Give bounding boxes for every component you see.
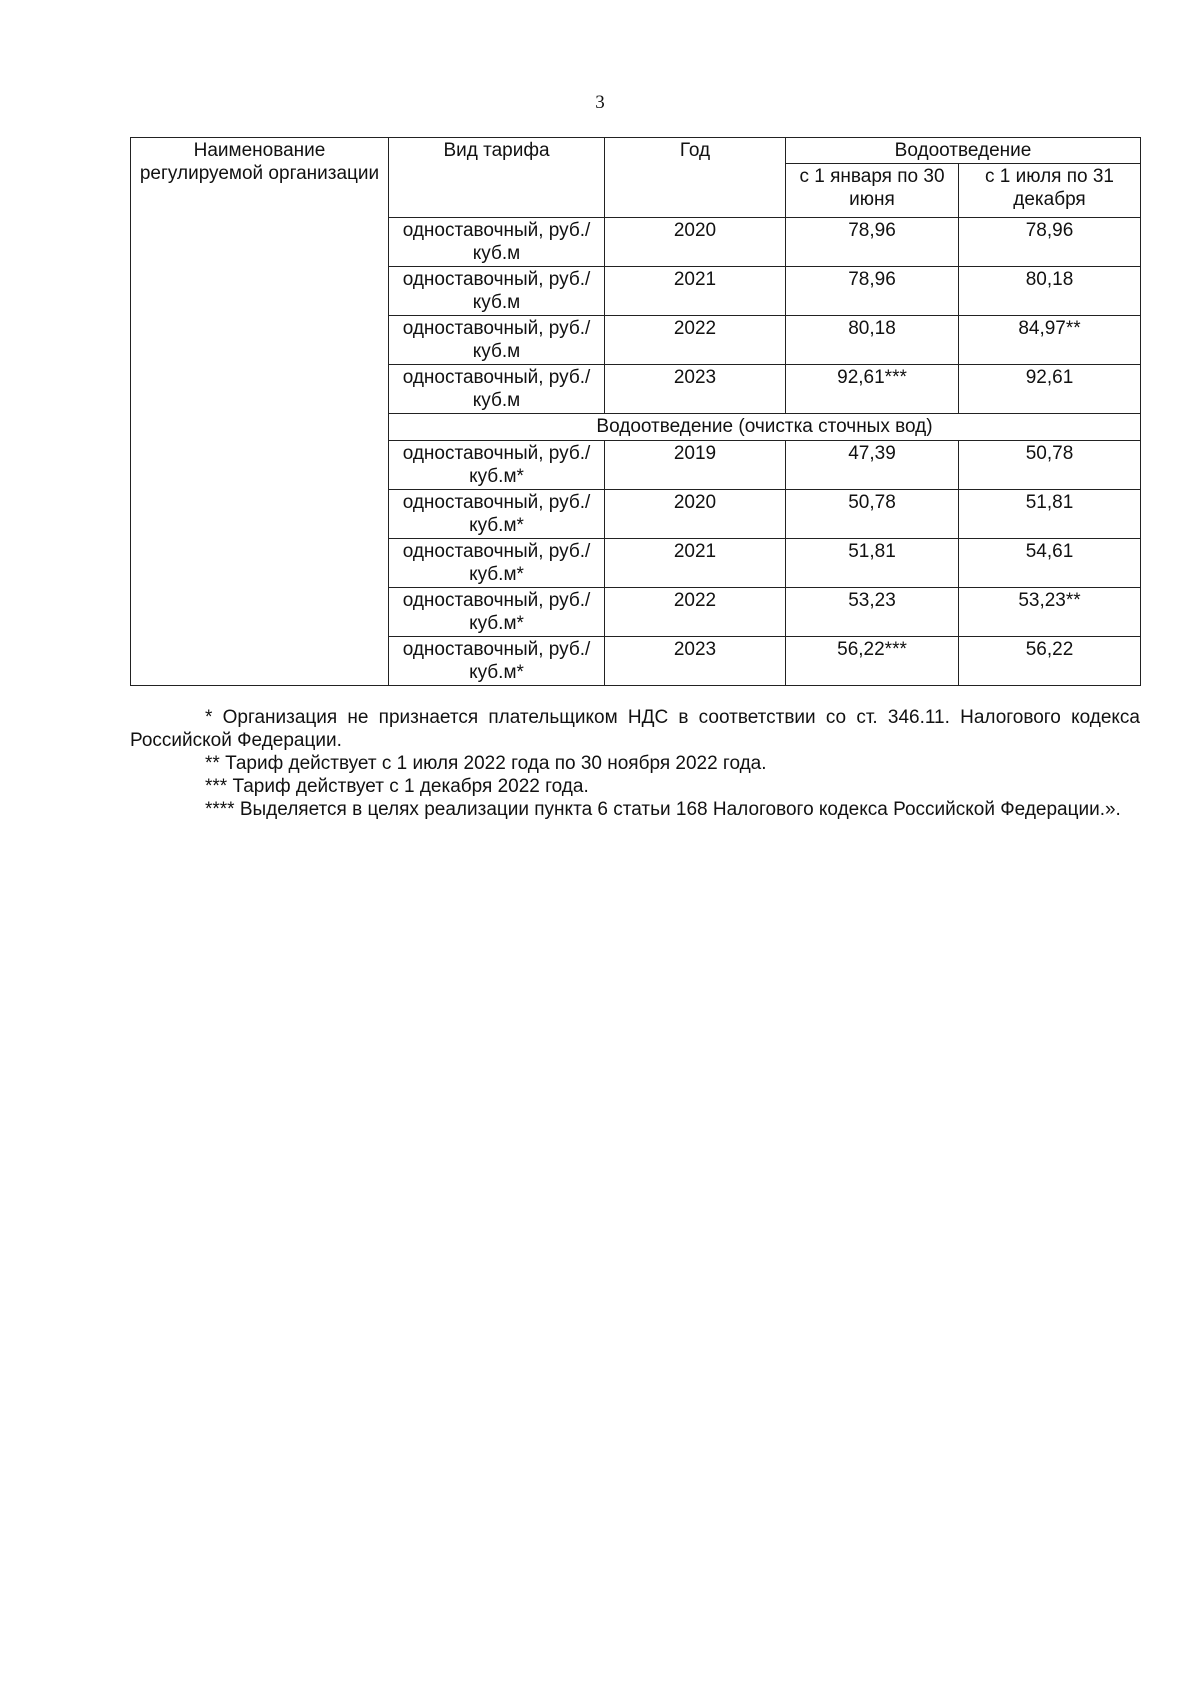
footnote-double-star: ** Тариф действует с 1 июля 2022 года по 30 ноября 2022 года.: [205, 753, 767, 774]
year-cell: 2022: [605, 316, 786, 365]
value-period-2-cell: 50,78: [959, 441, 1141, 490]
year-cell: 2023: [605, 365, 786, 414]
value-period-2-cell: 80,18: [959, 267, 1141, 316]
section-title: Водоотведение (очистка сточных вод): [389, 414, 1141, 441]
value-period-1-cell: 47,39: [786, 441, 959, 490]
tariff-type-cell: одноставочный, руб./куб.м: [389, 218, 605, 267]
header-organization: Наименование регулируемой организации: [131, 138, 389, 686]
footnote-triple-star: *** Тариф действует с 1 декабря 2022 года.: [205, 776, 589, 797]
tariff-type-cell: одноставочный, руб./куб.м*: [389, 637, 605, 686]
header-year: Год: [605, 138, 786, 218]
tariff-type-cell: одноставочный, руб./куб.м*: [389, 588, 605, 637]
value-period-2-cell: 84,97**: [959, 316, 1141, 365]
tariff-type-cell: одноставочный, руб./куб.м*: [389, 539, 605, 588]
year-cell: 2023: [605, 637, 786, 686]
value-period-1-cell: 92,61***: [786, 365, 959, 414]
value-period-1-cell: 50,78: [786, 490, 959, 539]
value-period-1-cell: 53,23: [786, 588, 959, 637]
tariff-type-cell: одноставочный, руб./куб.м*: [389, 441, 605, 490]
value-period-2-cell: 54,61: [959, 539, 1141, 588]
value-period-1-cell: 80,18: [786, 316, 959, 365]
year-cell: 2021: [605, 267, 786, 316]
year-cell: 2020: [605, 490, 786, 539]
tariff-type-cell: одноставочный, руб./куб.м: [389, 267, 605, 316]
value-period-1-cell: 56,22***: [786, 637, 959, 686]
tariff-type-cell: одноставочный, руб./куб.м: [389, 365, 605, 414]
value-period-2-cell: 78,96: [959, 218, 1141, 267]
tariff-table: [130, 137, 1141, 686]
year-cell: 2022: [605, 588, 786, 637]
header-period-2: с 1 июля по 31 декабря: [959, 164, 1141, 218]
footnote-quad-star: **** Выделяется в целях реализации пункта 6 статьи 168 Налогового кодекса Российской Федерации.».: [205, 799, 1121, 820]
value-period-1-cell: 78,96: [786, 218, 959, 267]
header-water-disposal: Водоотведение: [786, 138, 1141, 164]
value-period-2-cell: 53,23**: [959, 588, 1141, 637]
tariff-type-cell: одноставочный, руб./куб.м: [389, 316, 605, 365]
value-period-2-cell: 92,61: [959, 365, 1141, 414]
header-period-1: с 1 января по 30 июня: [786, 164, 959, 218]
year-cell: 2019: [605, 441, 786, 490]
value-period-1-cell: 51,81: [786, 539, 959, 588]
footnote-vat: * Организация не признается плательщиком НДС в соответствии со ст. 346.11. Налогового кодекса Российской Федерации.: [130, 707, 1140, 751]
value-period-1-cell: 78,96: [786, 267, 959, 316]
year-cell: 2021: [605, 539, 786, 588]
tariff-type-cell: одноставочный, руб./куб.м*: [389, 490, 605, 539]
year-cell: 2020: [605, 218, 786, 267]
page-number: 3: [595, 92, 605, 113]
value-period-2-cell: 51,81: [959, 490, 1141, 539]
value-period-2-cell: 56,22: [959, 637, 1141, 686]
header-tariff-type: Вид тарифа: [389, 138, 605, 218]
footnotes: [130, 706, 1140, 821]
